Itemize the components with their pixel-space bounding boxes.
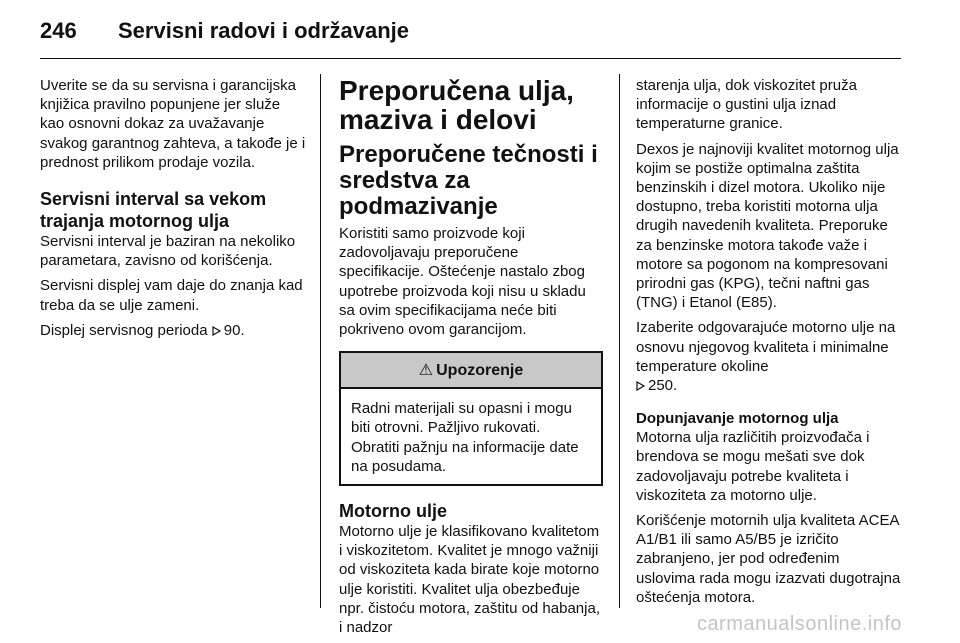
warning-title: Upozorenje [436, 361, 524, 379]
select-oil-paragraph [636, 318, 902, 395]
page-title: Servisni radovi i održavanje [118, 18, 410, 43]
fluids-paragraph: Koristiti samo proizvode koji zadovoljavaju preporučene specifikacije. Oštećenje nastalo zbog upotrebe proizvoda koji nisu u skladu sa ovim specifikacijama neće biti pokriveno ovom garancijom. [339, 225, 586, 339]
watermark: carmanualsonline.info [696, 613, 902, 635]
oil-topup-paragraph: Motorna ulja različitih proizvođača i brendova se mogu mešati sve dok zadovoljavaju potrebe kvaliteta i viskoziteta za motorno ulje. [636, 429, 870, 504]
dexos-paragraph: Dexos je najnoviji kvalitet motornog ulja kojim se postiže optimalna zaštita benzinskih i dizel motora. Ukoliko nije dostupno, treba koristiti motorna ulja drugih navedenih kvaliteta. Preporuke za benzinske motora takođe važe i motore sa pogonom na kompresovani prirodni gas (KPG), tečni naftni gas (TNG) i Etanol (E85). [636, 140, 899, 312]
column-divider [320, 74, 321, 608]
oil-topup-heading: Dopunjavanje motornog ulja [636, 410, 839, 428]
service-period-text: Displej servisnog perioda [40, 321, 208, 339]
service-display-paragraph: Servisni displej vam daje do znanja kad treba da se ulje zameni. [40, 277, 303, 314]
column-right [636, 76, 902, 613]
warning-header [341, 353, 601, 389]
page-reference-link[interactable]: 90. [223, 321, 245, 339]
engine-oil-heading: Motorno ulje [339, 501, 447, 522]
section-heading: Preporučena ulja, maziva i delovi [339, 75, 574, 135]
oil-aging-paragraph: starenja ulja, dok viskozitet pruža informacije o gustini ulja iznad temperaturne granice. [636, 77, 857, 133]
warning-box [339, 351, 603, 486]
service-interval-heading: Servisni interval sa vekom trajanja motornog ulja [40, 189, 267, 232]
acea-paragraph: Korišćenje motornih ulja kvaliteta ACEA A1/B1 ili samo A5/B5 je izričito zabranjeno, jer pod određenim uslovima rada mogu izazvati dugotrajna oštećenja motora. [636, 512, 901, 606]
intro-paragraph: Uverite se da su servisna i garancijska knjižica pravilno popunjene jer služe kao osnovni dokaz za uvažavanje svakog garantnog zahteva, a takođe je i prednost prilikom prodaje vozila. [40, 77, 306, 171]
page-reference-arrow-icon [212, 326, 221, 336]
column-divider [619, 74, 620, 608]
page-reference-link[interactable]: 250. [648, 377, 678, 395]
engine-oil-paragraph: Motorno ulje je klasifikovano kvalitetom i viskozitetom. Kvalitet je mnogo važniji od viskoziteta kada birate koje motorno ulje koristiti. Kvalitet ulja obezbeđuje npr. čistoću motora, zaštitu od habanja, i nadzor [339, 523, 600, 637]
header-rule [40, 58, 901, 59]
select-oil-text: Izaberite odgovarajuće motorno ulje na osnovu njegovog kvaliteta i minimalne temperature okoline [636, 319, 896, 375]
subsection-heading: Preporučene tečnosti i sredstva za podmazivanje [339, 141, 598, 220]
warning-triangle-icon: ⚠ [418, 361, 434, 379]
service-period-paragraph [40, 321, 308, 340]
page-header [40, 14, 900, 54]
page-number: 246 [40, 18, 77, 43]
column-left [40, 76, 308, 346]
warning-body: Radni materijali su opasni i mogu biti otrovni. Pažljivo rukovati. Obratiti pažnju na informacije date na posudama. [351, 400, 579, 475]
page-reference-arrow-icon [636, 381, 645, 391]
service-interval-paragraph: Servisni interval je baziran na nekoliko parametara, zavisno od korišćenja. [40, 233, 296, 270]
column-middle [339, 76, 603, 643]
